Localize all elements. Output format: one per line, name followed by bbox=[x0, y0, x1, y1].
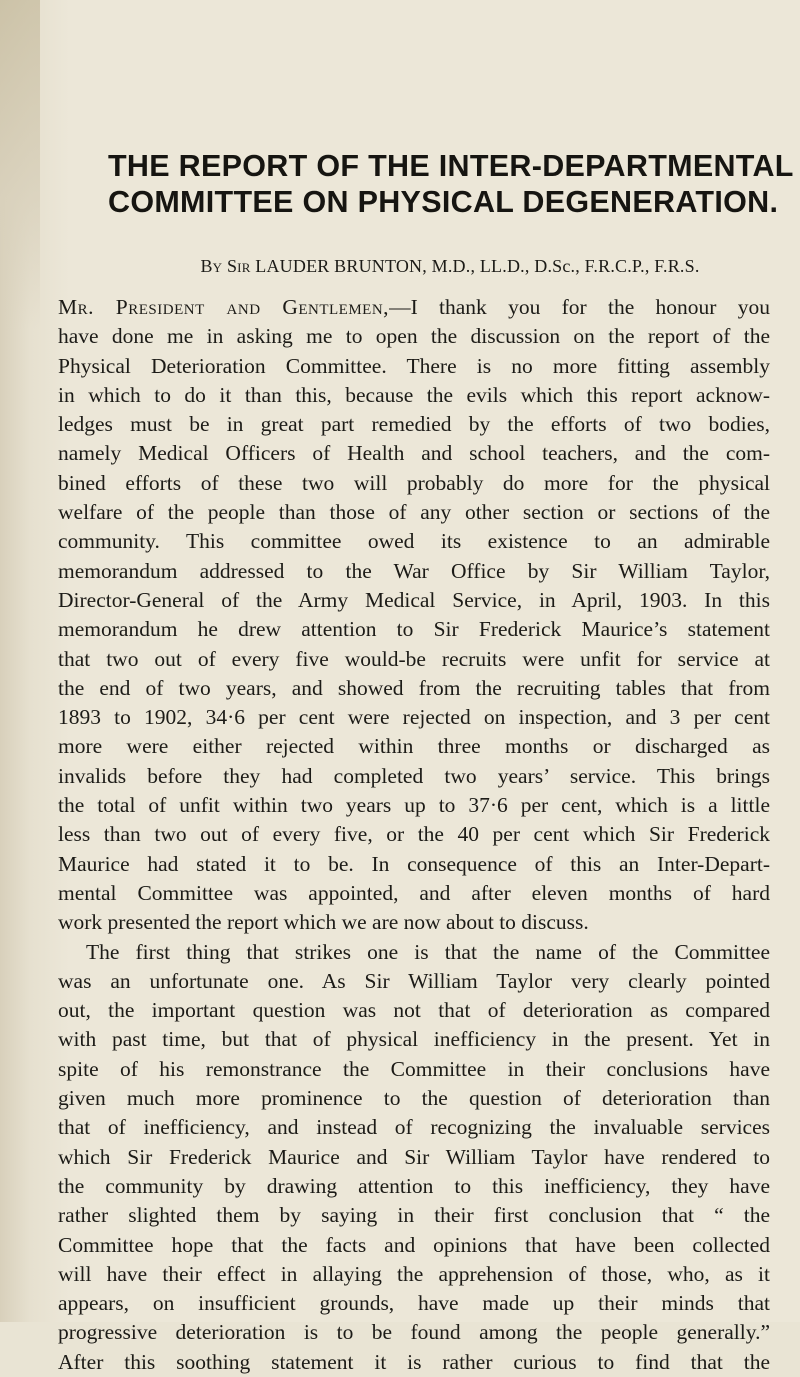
body-line: namely Medical Officers of Health and school teachers, and the com- bbox=[58, 441, 770, 466]
body-line: out, the important question was not that of deterioration as compared bbox=[58, 998, 770, 1023]
body-line: given much more prominence to the question of deterioration than bbox=[58, 1086, 770, 1111]
body-line: invalids before they had completed two years’ service. This brings bbox=[58, 763, 770, 788]
body-line: Director-General of the Army Medical Service, in April, 1903. In this bbox=[58, 587, 770, 612]
body-line: 1893 to 1902, 34·6 per cent were rejected on inspection, and 3 per cent bbox=[58, 705, 770, 730]
body-line: Physical Deterioration Committee. There is no more fitting assembly bbox=[58, 353, 770, 378]
page-edge-stain bbox=[0, 0, 40, 330]
body-line: was an unfortunate one. As Sir William Taylor very clearly pointed bbox=[58, 968, 770, 993]
body-line: mental Committee was appointed, and after eleven months of hard bbox=[58, 880, 770, 905]
body-line: spite of his remonstrance the Committee in their conclusions have bbox=[58, 1056, 770, 1081]
body-line: Committee hope that the facts and opinions that have been collected bbox=[58, 1232, 770, 1257]
body-line: bined efforts of these two will probably do more for the physical bbox=[58, 470, 770, 495]
article-body bbox=[58, 293, 770, 1377]
body-line: the total of unfit within two years up to 37·6 per cent, which is a little bbox=[58, 793, 770, 818]
body-line bbox=[58, 293, 770, 322]
salutation: Mr. President and Gentlemen, bbox=[58, 295, 390, 319]
body-line: appears, on insufficient grounds, have made up their minds that bbox=[58, 1291, 770, 1316]
body-line: rather slighted them by saying in their first conclusion that “ the bbox=[58, 1203, 770, 1228]
body-line: ledges must be in great part remedied by the efforts of two bodies, bbox=[58, 412, 770, 437]
article-title-line-2: COMMITTEE ON PHYSICAL DEGENERATION. bbox=[108, 185, 779, 219]
body-line: progressive deterioration is to be found among the people generally.” bbox=[58, 1320, 770, 1345]
byline-prefix: By Sir bbox=[200, 256, 251, 276]
body-line: The first thing that strikes one is that the name of the Committee bbox=[86, 939, 770, 964]
body-line: less than two out of every five, or the 40 per cent which Sir Frederick bbox=[58, 822, 770, 847]
body-line: the community by drawing attention to this inefficiency, they have bbox=[58, 1173, 770, 1198]
body-line: After this soothing statement it is rather curious to find that the bbox=[58, 1349, 770, 1374]
body-line: have done me in asking me to open the discussion on the report of the bbox=[58, 324, 770, 349]
byline-author: LAUDER BRUNTON, M.D., LL.D., D.Sc., F.R.C.P., F.R.S. bbox=[255, 256, 700, 276]
article-title-line-1: THE REPORT OF THE INTER-DEPARTMENTAL bbox=[108, 149, 794, 183]
body-line: Maurice had stated it to be. In consequence of this an Inter-Depart- bbox=[58, 851, 770, 876]
body-line: that two out of every five would-be recruits were unfit for service at bbox=[58, 646, 770, 671]
body-line: that of inefficiency, and instead of recognizing the invaluable services bbox=[58, 1115, 770, 1140]
body-line: in which to do it than this, because the evils which this report acknow- bbox=[58, 382, 770, 407]
body-line: welfare of the people than those of any other section or sections of the bbox=[58, 500, 770, 525]
body-line: more were either rejected within three months or discharged as bbox=[58, 734, 770, 759]
body-line: work presented the report which we are now about to discuss. bbox=[58, 910, 589, 935]
body-line: will have their effect in allaying the apprehension of those, who, as it bbox=[58, 1261, 770, 1286]
body-line: memorandum addressed to the War Office by Sir William Taylor, bbox=[58, 558, 770, 583]
body-line: which Sir Frederick Maurice and Sir William Taylor have rendered to bbox=[58, 1144, 770, 1169]
body-line: with past time, but that of physical inefficiency in the present. Yet in bbox=[58, 1027, 770, 1052]
body-line: memorandum he drew attention to Sir Frederick Maurice’s statement bbox=[58, 617, 770, 642]
opening-rest: —I thank you for the honour you bbox=[389, 295, 770, 319]
body-line: community. This committee owed its existence to an admirable bbox=[58, 529, 770, 554]
author-byline bbox=[150, 256, 750, 277]
body-line: the end of two years, and showed from the recruiting tables that from bbox=[58, 675, 770, 700]
